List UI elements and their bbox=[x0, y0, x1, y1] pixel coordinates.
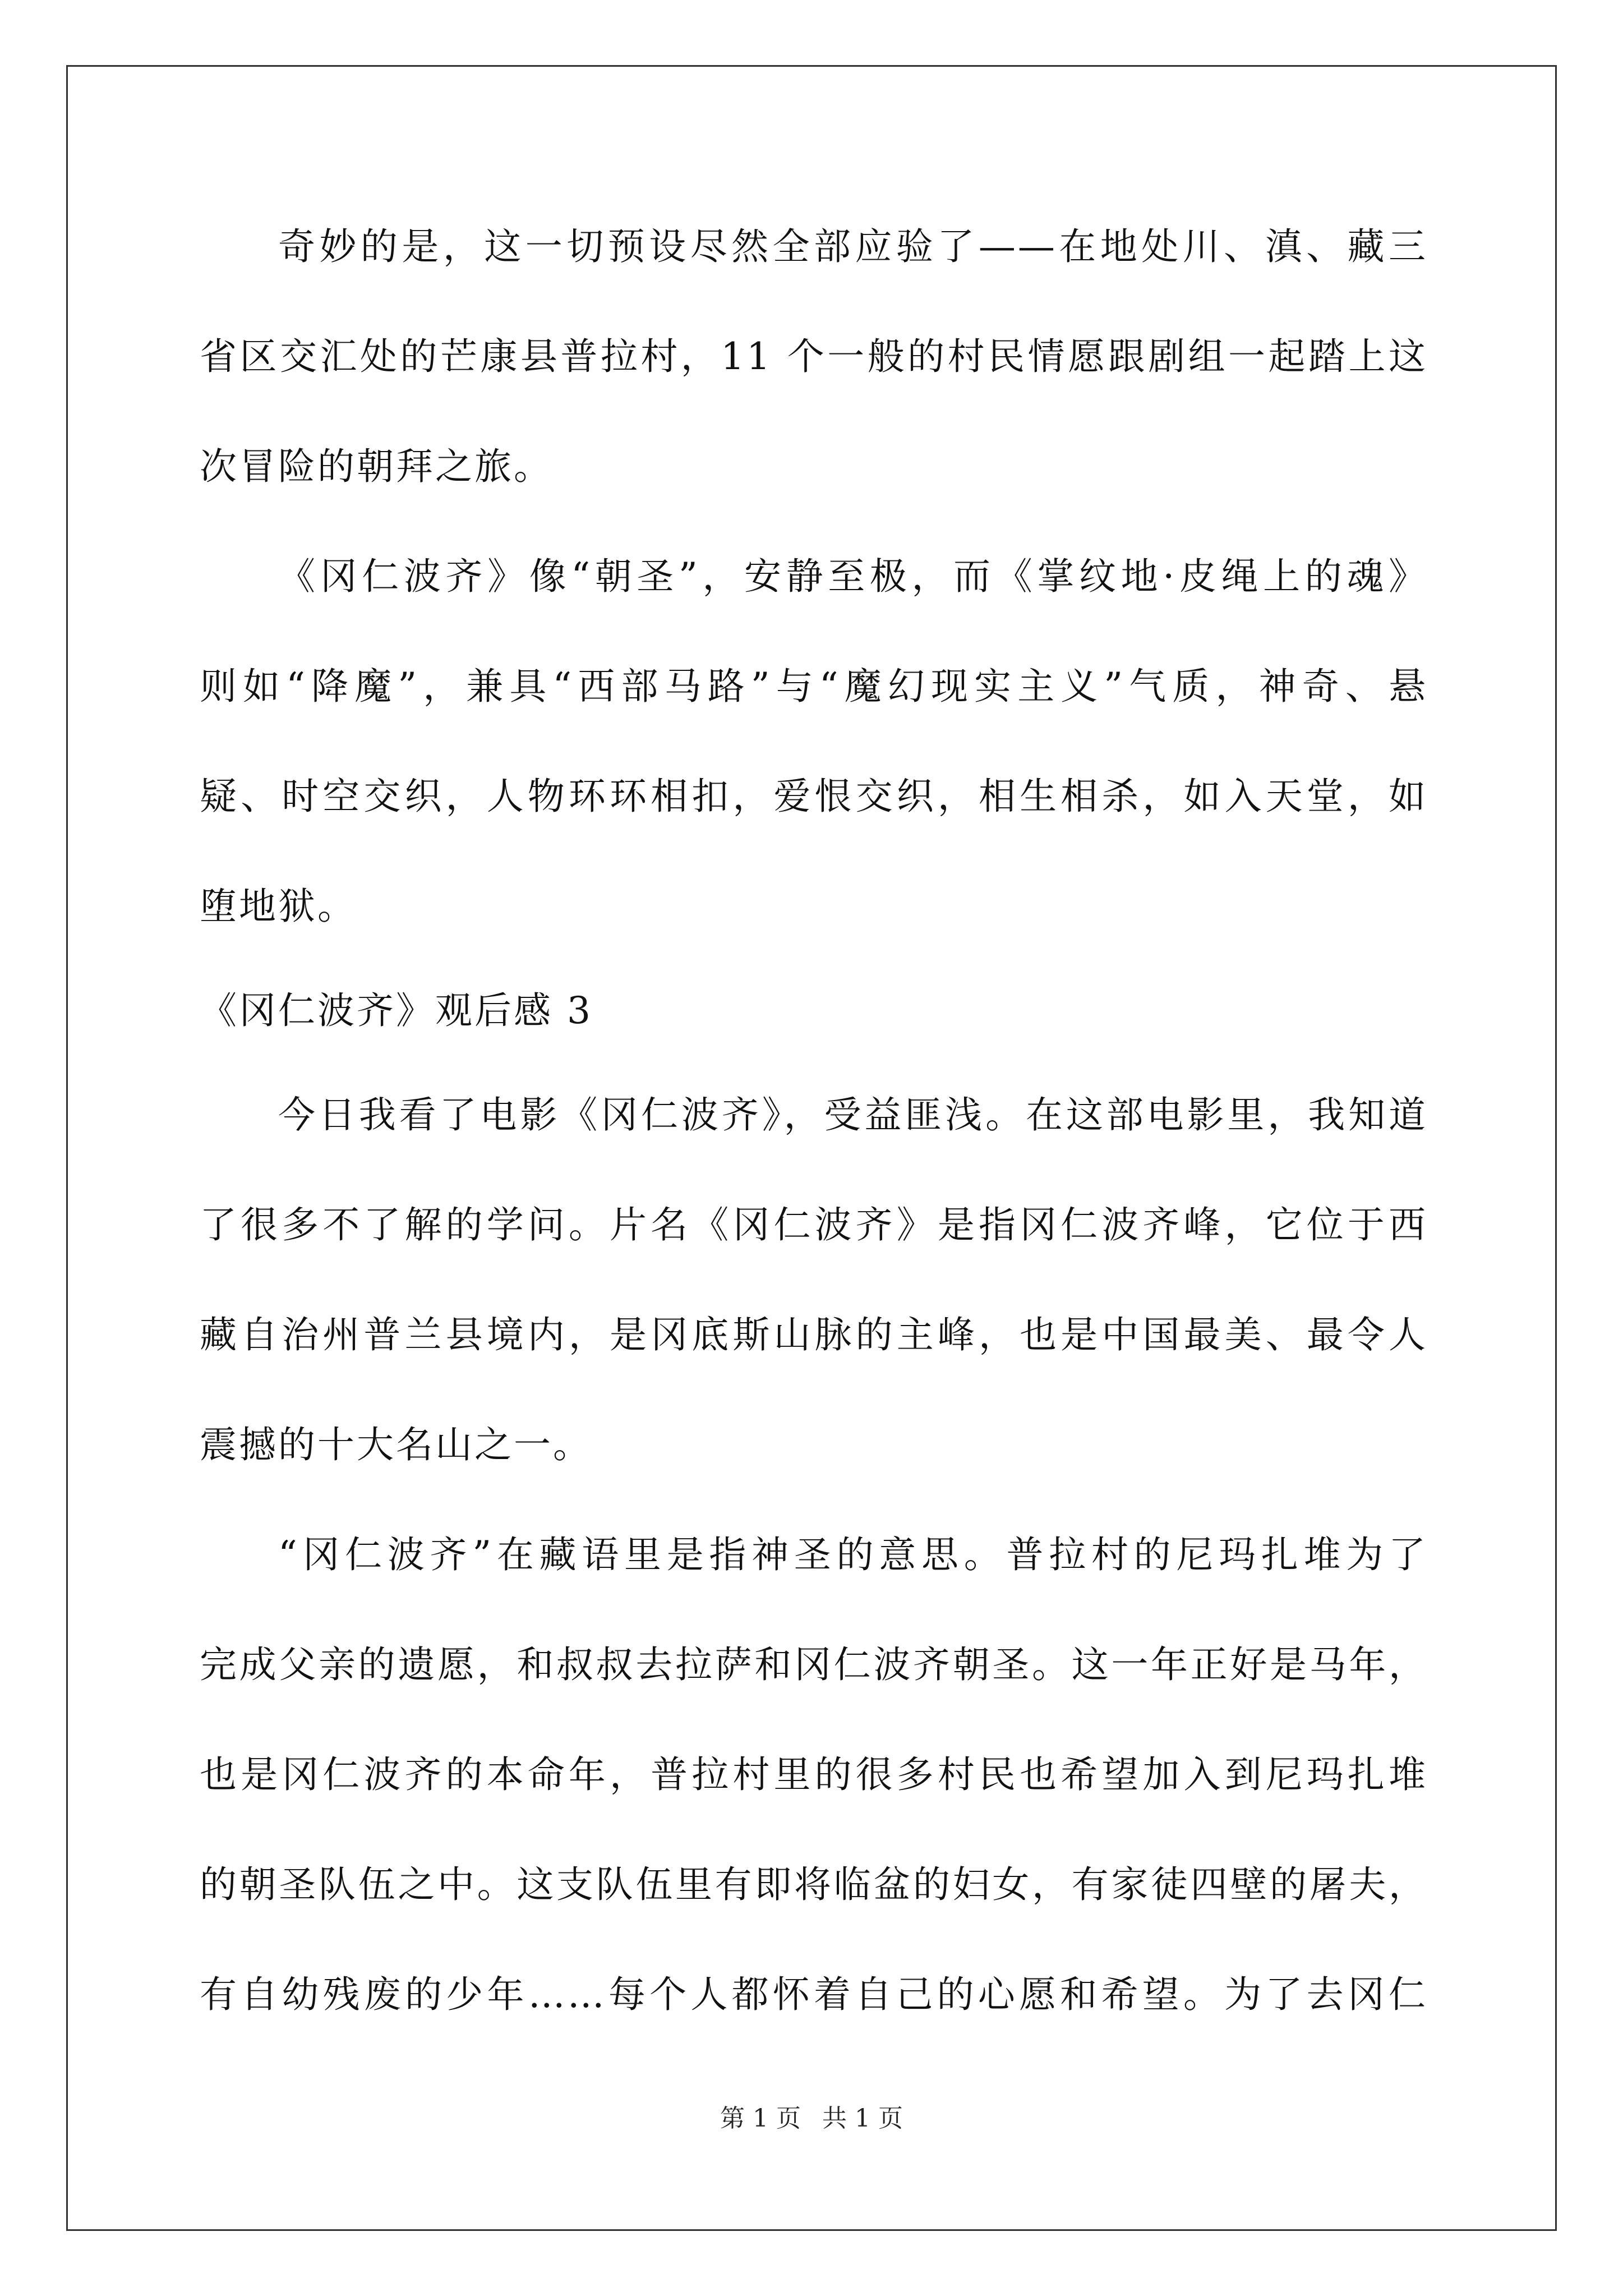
text-line: 奇妙的是，这一切预设尽然全部应验了——在地处川、滇、藏三 bbox=[278, 225, 1428, 268]
text-line: 震撼的十大名山之一。 bbox=[200, 1423, 592, 1466]
text-line: 今日我看了电影《冈仁波齐》，受益匪浅。在这部电影里，我知道 bbox=[278, 1093, 1428, 1137]
text-line: 则如“降魔”，兼具“西部马路”与“魔幻现实主义”气质，神奇、悬 bbox=[200, 665, 1428, 708]
text-line: 的朝圣队伍之中。这支队伍里有即将临盆的妇女，有家徒四壁的屠夫， bbox=[200, 1863, 1428, 1906]
text-line: 《冈仁波齐》像“朝圣”，安静至极，而《掌纹地·皮绳上的魂》 bbox=[278, 555, 1428, 598]
text-line: 了很多不了解的学问。片名《冈仁波齐》是指冈仁波齐峰，它位于西 bbox=[200, 1203, 1428, 1246]
page-number: 第 1 页 bbox=[720, 2104, 801, 2133]
page-total: 共 1 页 bbox=[822, 2104, 903, 2133]
text-line: 次冒险的朝拜之旅。 bbox=[200, 445, 553, 488]
text-line: “冈仁波齐”在藏语里是指神圣的意思。普拉村的尼玛扎堆为了 bbox=[278, 1533, 1428, 1576]
section-heading: 《冈仁波齐》观后感 3 bbox=[200, 989, 593, 1032]
page-footer bbox=[0, 2098, 1623, 2134]
text-line: 疑、时空交织，人物环环相扣，爱恨交织，相生相杀，如入天堂，如 bbox=[200, 775, 1428, 818]
text-line: 省区交汇处的芒康县普拉村，11 个一般的村民情愿跟剧组一起踏上这 bbox=[200, 335, 1428, 378]
text-line: 藏自治州普兰县境内，是冈底斯山脉的主峰，也是中国最美、最令人 bbox=[200, 1313, 1428, 1356]
text-line: 完成父亲的遗愿，和叔叔去拉萨和冈仁波齐朝圣。这一年正好是马年， bbox=[200, 1643, 1428, 1686]
text-line: 堕地狱。 bbox=[200, 885, 357, 928]
text-line: 也是冈仁波齐的本命年，普拉村里的很多村民也希望加入到尼玛扎堆 bbox=[200, 1753, 1428, 1796]
text-line: 有自幼残废的少年……每个人都怀着自己的心愿和希望。为了去冈仁 bbox=[200, 1973, 1428, 2016]
